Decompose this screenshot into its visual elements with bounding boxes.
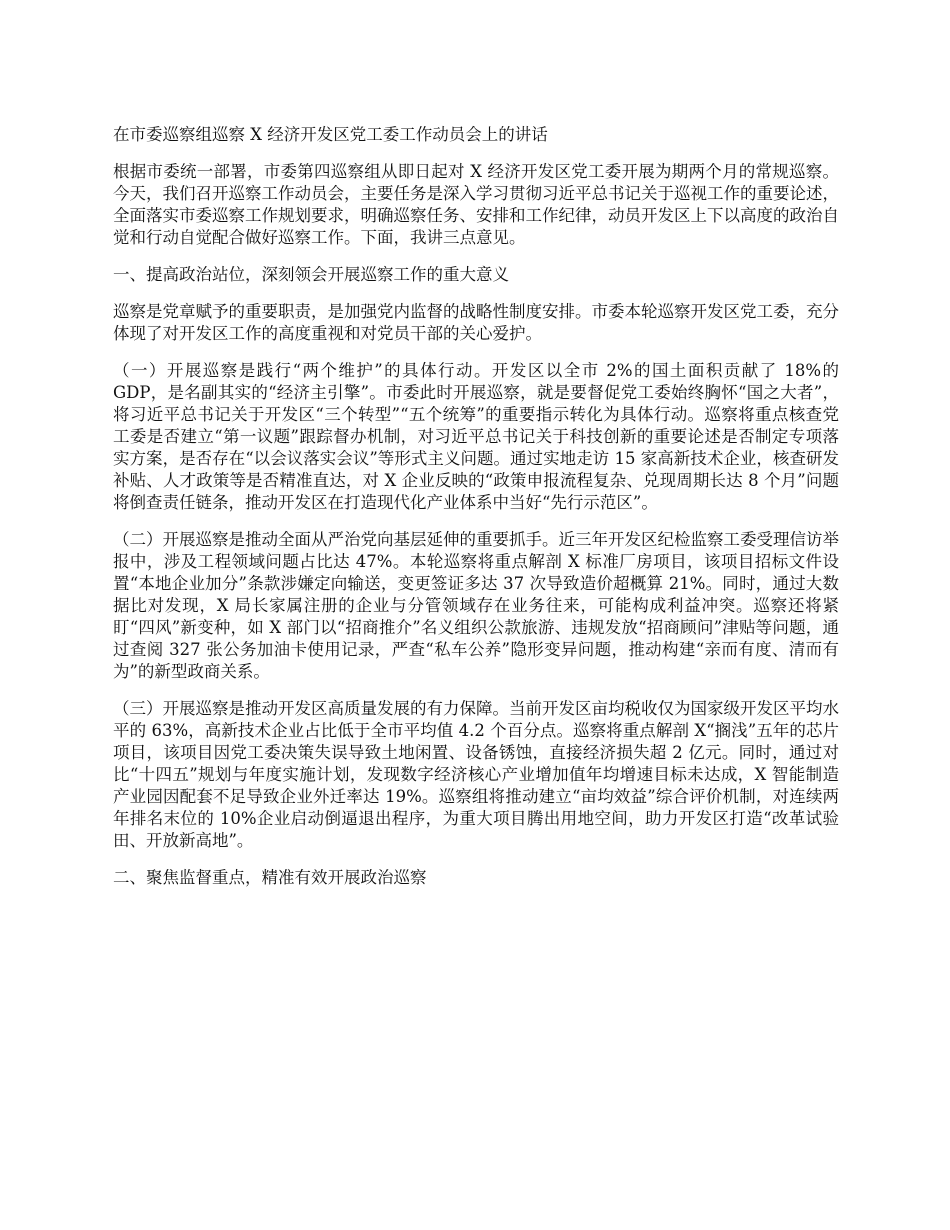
section-1-intro-paragraph: 巡察是党章赋予的重要职责，是加强党内监督的战略性制度安排。市委本轮巡察开发区党工委，充分体现了对开发区工作的高度重视和对党员干部的关心爱护。 xyxy=(113,302,839,343)
point-2-paragraph: （二）开展巡察是推动全面从严治党向基层延伸的重要抓手。近三年开发区纪检监察工委受理信访举报中，涉及工程领域问题占比达 47%。本轮巡察将重点解剖 X 标准厂房项目，该项目招标文件设置“本地企业加分”条款涉嫌定向输送，变更签证多达 37 次导致造价超概算 21%。同时，通过大数据比对发现，X 局长家属注册的企业与分管领域存在业务往来，可能构成利益冲突。巡察还将紧盯“四风”新变种，如 X 部门以“招商推介”名义组织公款旅游、违规发放“招商顾问”津贴等问题，通过查阅 327 张公务加油卡使用记录，严查“私车公养”隐形变异问题，推动构建“亲而有度、清而有为”的新型政商关系。 xyxy=(113,530,839,681)
point-3-paragraph: （三）开展巡察是推动开发区高质量发展的有力保障。当前开发区亩均税收仅为国家级开发区平均水平的 63%，高新技术企业占比低于全市平均值 4.2 个百分点。巡察将重点解剖 X“搁浅”五年的芯片项目，该项目因党工委决策失误导致土地闲置、设备锈蚀，直接经济损失超 2 亿元。同时，通过对比“十四五”规划与年度实施计划，发现数字经济核心产业增加值年均增速目标未达成，X 智能制造产业园因配套不足导致企业外迁率达 19%。巡察组将推动建立“亩均效益”综合评价机制，对连续两年排名末位的 10%企业启动倒逼退出程序，为重大项目腾出用地空间，助力开发区打造“改革试验田、开放新高地”。 xyxy=(113,699,839,850)
section-1-heading: 一、提高政治站位，深刻领会开展巡察工作的重大意义 xyxy=(113,265,509,284)
intro-paragraph: 根据市委统一部署，市委第四巡察组从即日起对 X 经济开发区党工委开展为期两个月的常规巡察。今天，我们召开巡察工作动员会，主要任务是深入学习贯彻习近平总书记关于巡视工作的重要论述，全面落实市委巡察工作规划要求，明确巡察任务、安排和工作纪律，动员开发区上下以高度的政治自觉和行动自觉配合做好巡察工作。下面，我讲三点意见。 xyxy=(113,162,839,247)
document-page xyxy=(113,124,839,904)
section-2-heading: 二、聚焦监督重点，精准有效开展政治巡察 xyxy=(113,868,427,887)
document-title: 在市委巡察组巡察 X 经济开发区党工委工作动员会上的讲话 xyxy=(113,125,548,144)
point-1-paragraph: （一）开展巡察是践行“两个维护”的具体行动。开发区以全市 2%的国土面积贡献了 18%的 GDP，是名副其实的“经济主引擎”。市委此时开展巡察，就是要督促党工委始终胸怀“国之大者”，将习近平总书记关于开发区“三个转型”“五个统筹”的重要指示转化为具体行动。巡察将重点核查党工委是否建立“第一议题”跟踪督办机制，对习近平总书记关于科技创新的重要论述是否制定专项落实方案，是否存在“以会议落实会议”等形式主义问题。通过实地走访 15 家高新技术企业，核查研发补贴、人才政策等是否精准直达，对 X 企业反映的“政策申报流程复杂、兑现周期长达 8 个月”问题将倒查责任链条，推动开发区在打造现代化产业体系中当好“先行示范区”。 xyxy=(113,361,839,512)
